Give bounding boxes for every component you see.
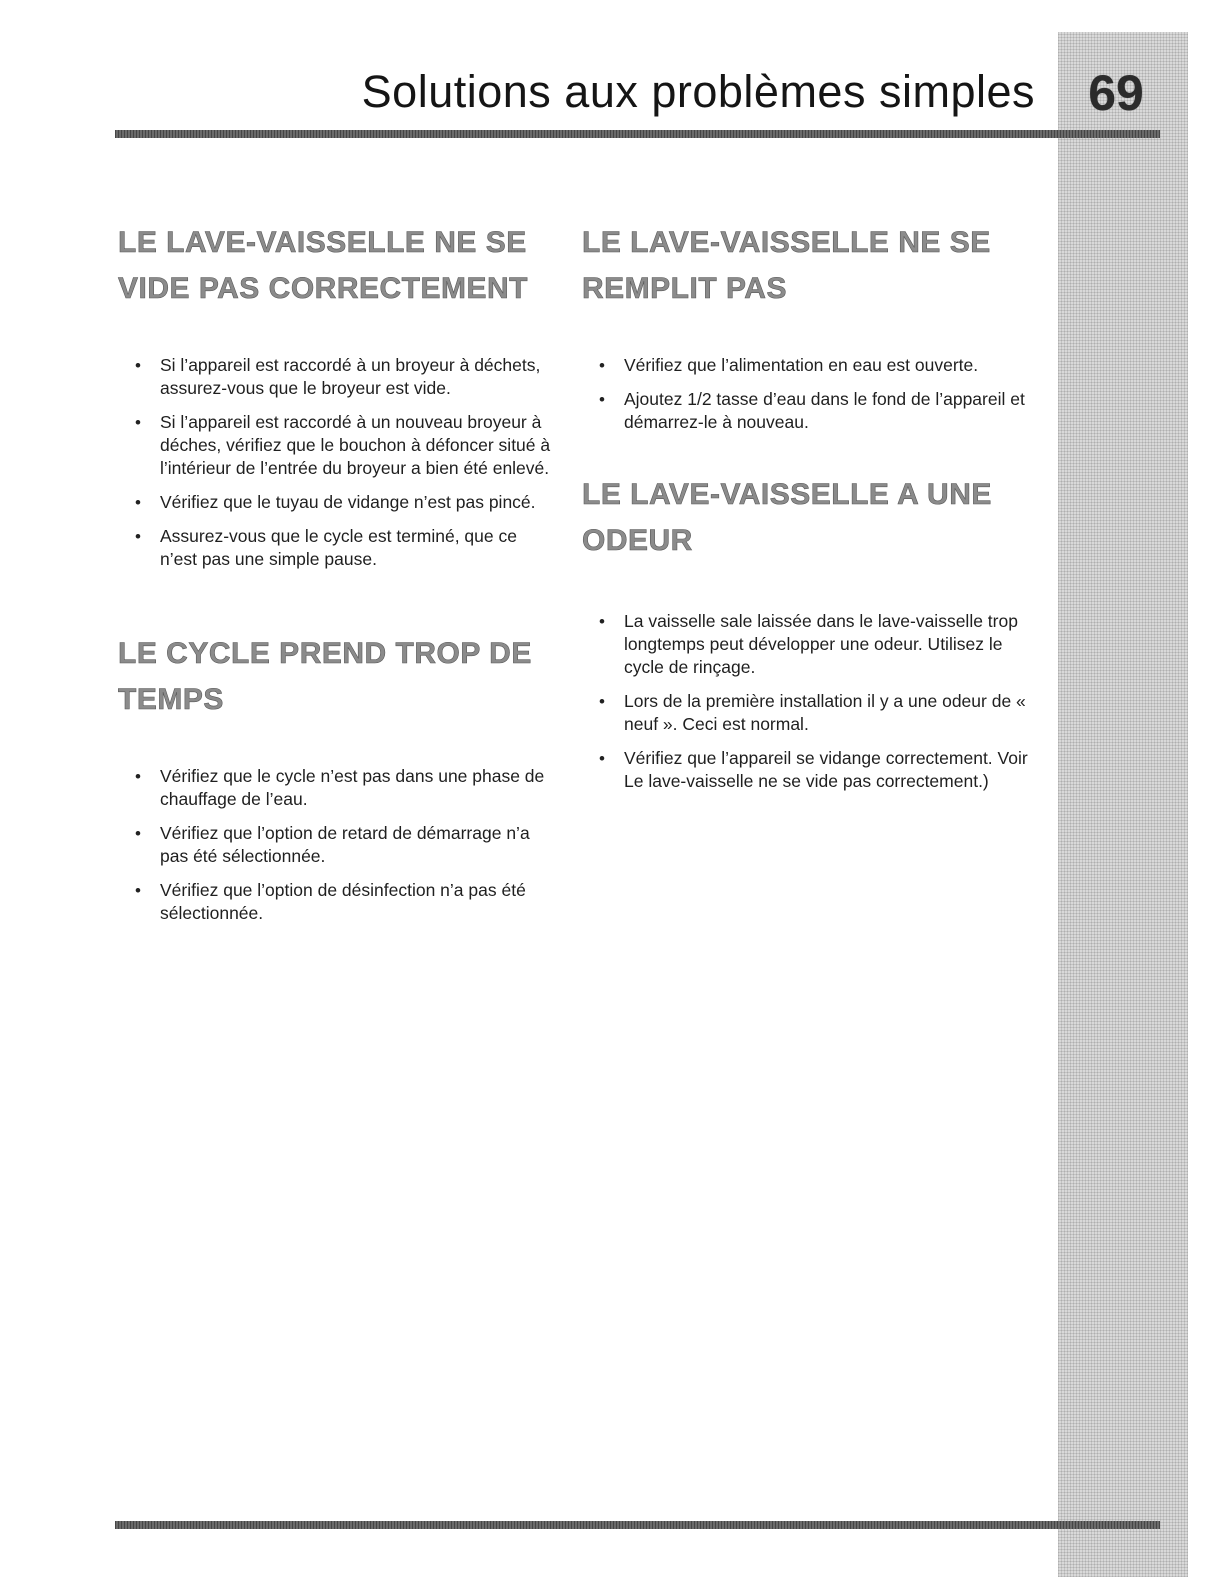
section-heading: [582, 472, 1042, 564]
list-item: • Vérifiez que l’alimentation en eau est ouverte.: [582, 354, 1042, 377]
page-title: Solutions aux problèmes simples: [361, 66, 1035, 117]
section-heading: [118, 631, 558, 723]
section-not-filling: [582, 220, 1042, 434]
heading-line: LE LAVE-VAISSELLE NE SE: [582, 226, 991, 259]
list-item: • Assurez-vous que le cycle est terminé, que ce n’est pas une simple pause.: [118, 525, 558, 571]
left-column: [118, 220, 558, 936]
section-not-draining: [118, 220, 558, 571]
bullet-list: [582, 610, 1042, 793]
heading-line: REMPLIT PAS: [582, 272, 787, 305]
list-item: • Si l’appareil est raccordé à un nouveau broyeur à déches, vérifiez que le bouchon à défoncer situé à l’intérieur de l’entrée du broyeur a bien été enlevé.: [118, 411, 558, 480]
list-item: • Lors de la première installation il y a une odeur de « neuf ». Ceci est normal.: [582, 690, 1042, 736]
heading-line: LE CYCLE PREND TROP DE: [118, 637, 532, 670]
list-item: • Ajoutez 1/2 tasse d’eau dans le fond de l’appareil et démarrez-le à nouveau.: [582, 388, 1042, 434]
page-number: 69: [1088, 65, 1144, 121]
list-item: • La vaisselle sale laissée dans le lave-vaisselle trop longtemps peut développer une odeur. Utilisez le cycle de rinçage.: [582, 610, 1042, 679]
list-item: • Vérifiez que l’option de désinfection n’a pas été sélectionnée.: [118, 879, 558, 925]
list-item: • Si l’appareil est raccordé à un broyeur à déchets, assurez-vous que le broyeur est vide.: [118, 354, 558, 400]
heading-line: LE LAVE-VAISSELLE NE SE: [118, 226, 527, 259]
footer-rule: [115, 1521, 1160, 1529]
header-rule: [115, 130, 1160, 138]
list-item: • Vérifiez que le tuyau de vidange n’est pas pincé.: [118, 491, 558, 514]
bullet-list: [118, 765, 558, 925]
bullet-list: [582, 354, 1042, 434]
heading-line: LE LAVE-VAISSELLE A UNE: [582, 478, 992, 511]
section-odor: [582, 472, 1042, 793]
section-heading: [118, 220, 558, 312]
section-cycle-too-long: [118, 631, 558, 925]
bullet-list: [118, 354, 558, 571]
heading-line: ODEUR: [582, 524, 693, 557]
section-heading: [582, 220, 1042, 312]
list-item: • Vérifiez que le cycle n’est pas dans une phase de chauffage de l’eau.: [118, 765, 558, 811]
side-tab-band: [1058, 32, 1188, 1577]
list-item: • Vérifiez que l’option de retard de démarrage n’a pas été sélectionnée.: [118, 822, 558, 868]
heading-line: TEMPS: [118, 683, 224, 716]
list-item: • Vérifiez que l’appareil se vidange correctement. Voir Le lave-vaisselle ne se vide pas correctement.): [582, 747, 1042, 793]
heading-line: VIDE PAS CORRECTEMENT: [118, 272, 528, 305]
right-column: [582, 220, 1042, 804]
